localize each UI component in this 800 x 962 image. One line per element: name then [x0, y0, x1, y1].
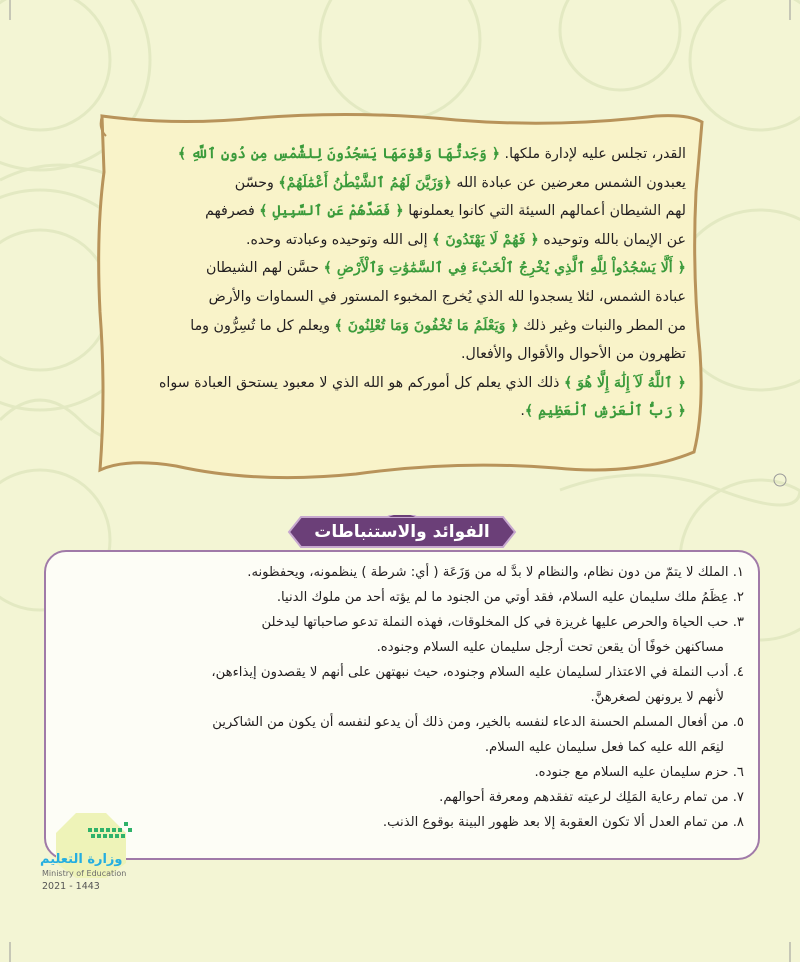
passage-segment: وحسّن — [234, 174, 279, 191]
passage-line — [118, 369, 686, 398]
quran-verse: ﴿ وَجَدتُّهَا وَقَوْمَهَا يَسْجُدُونَ لِلشَّمْسِ مِن دُونِ ٱللَّهِ ﴾ — [177, 146, 501, 162]
benefit-item: لأنهم لا يرونهن لصغرهنَّ. — [590, 690, 724, 705]
quran-verse: ﴿ أَلَّا يَسْجُدُواْ لِلَّهِ ٱلَّذِي يُخْرِجُ ٱلْخَبْءَ فِي ٱلسَّمَٰوَٰتِ وَٱلْأَرْضِ ﴾ — [323, 260, 686, 277]
quran-verse: ﴿ وَيَعْلَمُ مَا تُخْفُونَ وَمَا تُعْلِنُونَ ﴾ — [334, 317, 519, 334]
passage-segment: ويعلم كل ما تُسِرُّون وما — [190, 317, 335, 334]
benefit-item: مساكنهن خوفًا أن يقعن تحت أرجل سليمان عليه السلام وجنوده. — [376, 640, 724, 655]
benefit-item: ٢. عِظَمُ ملك سليمان عليه السلام، فقد أوتي من الجنود ما لم يؤته أحد من ملوك الدنيا. — [276, 590, 744, 605]
passage-segment: إلى الله وتوحيده وعبادته وحده. — [245, 231, 433, 248]
passage-segment: القدر، تجلس عليه لإدارة ملكها. — [500, 146, 686, 162]
passage-line — [118, 254, 686, 283]
quran-verse: ﴿ ٱللَّهُ لَآ إِلَٰهَ إِلَّا هُوَ ﴾ — [563, 374, 686, 391]
passage-segment: فصرفهم — [205, 203, 260, 220]
passage-line — [118, 397, 686, 426]
passage-segment: حسَّن لهم الشيطان — [205, 260, 324, 277]
quran-verse: ﴿وَزَيَّنَ لَهُمُ ٱلشَّيْطَٰنُ أَعْمَٰلَهُمْ﴾ — [278, 174, 452, 191]
passage-line — [118, 140, 686, 169]
passage-line — [118, 226, 686, 255]
benefit-item: ٨. من تمام العدل ألا تكون العقوبة إلا بعد ظهور البينة بوقوع الذنب. — [382, 815, 744, 830]
benefit-item: لنِعَم الله عليه كما فعل سليمان عليه السلام. — [484, 740, 724, 755]
benefit-item: ٥. من أفعال المسلم الحسنة الدعاء لنفسه بالخير، ومن ذلك أن يدعو لنفسه أن يكون من الشاكرين — [212, 715, 744, 730]
passage-segment: عبادة الشمس، لئلا يسجدوا لله الذي يُخرج المخبوء المستور في السماوات والأرض — [208, 288, 686, 305]
passage-line — [118, 340, 686, 369]
quran-verse: ﴿ فَهُمْ لَا يَهْتَدُونَ ﴾ — [432, 231, 539, 248]
section-title: الفوائد والاستنباطات — [314, 522, 490, 542]
passage-line — [118, 312, 686, 341]
passage-segment: لهم الشيطان أعمالهم السيئة التي كانوا يعملونها — [403, 203, 686, 220]
passage-segment: ذلك الذي يعلم كل أموركم هو الله الذي لا معبود يستحق العبادة سواه — [159, 374, 564, 391]
benefit-item: ٦. حزم سليمان عليه السلام مع جنوده. — [534, 765, 744, 780]
passage-line — [118, 197, 686, 226]
passage-segment: يعبدون الشمس معرضين عن عبادة الله — [451, 174, 686, 191]
passage-segment: . — [520, 403, 525, 420]
ministry-name-en: Ministry of Education — [42, 869, 127, 878]
passage-line — [118, 283, 686, 312]
ministry-name-ar: وزارة التعليم — [40, 852, 123, 867]
benefit-item: ٧. من تمام رعاية المَلِك لرعيته تفقدهم ومعرفة أحوالهم. — [439, 790, 744, 805]
benefit-item: ٣. حب الحياة والحرص عليها غريزة في كل المخلوقات، فهذه النملة تدعو صاحباتها ليدخلن — [261, 615, 744, 630]
passage-segment: عن الإيمان بالله وتوحيده — [538, 231, 686, 248]
quran-verse: ﴿ فَصَدَّهُمْ عَنِ ٱلسَّبِيلِ ﴾ — [259, 203, 404, 220]
benefits-list — [60, 560, 744, 835]
quran-verse: ﴿ رَبُّ ٱلْعَرْشِ ٱلْعَظِيمِ ﴾ — [524, 403, 686, 420]
passage-segment: من المطر والنبات وغير ذلك — [518, 317, 686, 334]
passage-segment: تظهرون من الأحوال والأقوال والأفعال. — [461, 346, 686, 363]
passage-text — [118, 140, 686, 426]
benefit-item: ١. الملك لا يتمّ من دون نظام، والنظام لا بدَّ له من وَزَعَة ( أي: شرطة ) ينظمونه، ويحفظونه. — [247, 565, 744, 580]
edition-year: 2021 - 1443 — [42, 881, 100, 892]
benefit-item: ٤. أدب النملة في الاعتذار لسليمان عليه السلام وجنوده، حيث نبهتهن على أنهم لا يقصدون إيذاءهن، — [211, 665, 744, 680]
passage-line — [118, 169, 686, 198]
ministry-logo — [36, 808, 146, 878]
